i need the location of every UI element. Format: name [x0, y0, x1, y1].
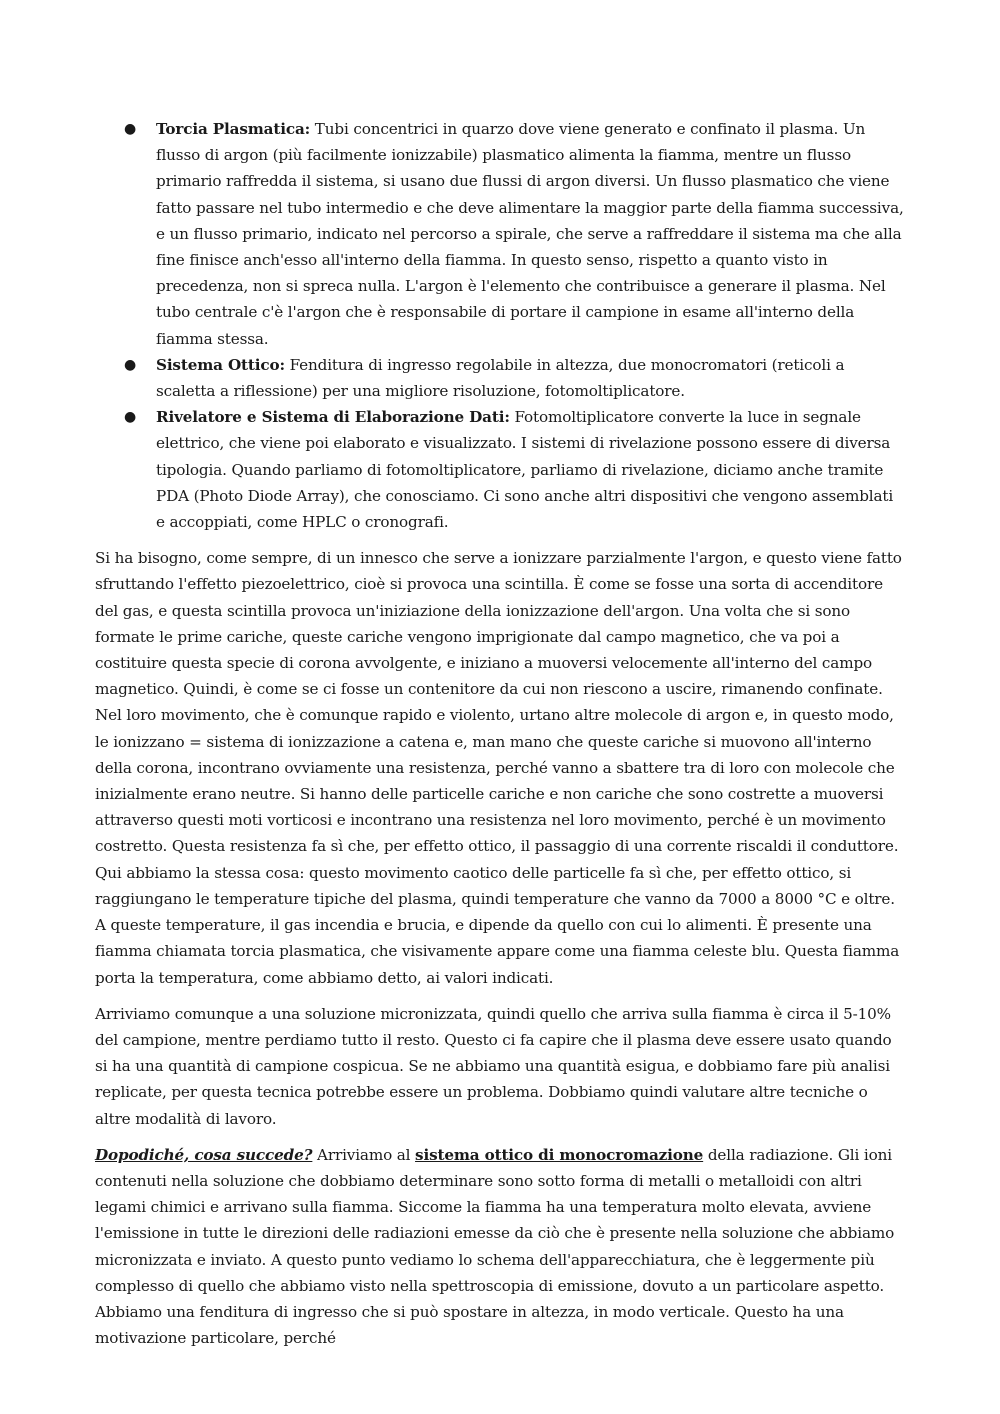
list-item	[95, 116, 905, 352]
list-item-term: Rivelatore e Sistema di Elaborazione Dati:	[156, 408, 510, 427]
list-item-term: Torcia Plasmatica:	[156, 120, 311, 138]
list-item	[95, 352, 905, 404]
body-paragraph: Arriviamo comunque a una soluzione micronizzata, quindi quello che arriva sulla fiamma è circa il 5-10% del campione, mentre perdiamo tutto il resto. Questo ci fa capire che il plasma deve essere usato quando si ha una quantità di campione cospicua. Se ne abbiamo una quantità esigua, e dobbiamo fare più analisi replicate, per questa tecnica potrebbe essere un problema. Dobbiamo quindi valutare altre tecniche o altre modalità di lavoro.	[95, 1004, 892, 1128]
list-item-text: Fenditura di ingresso regolabile in altezza, due monocromatori (reticoli a scaletta a riflessione) per una migliore risoluzione, fotomoltiplicatore.	[156, 355, 845, 401]
component-list	[95, 116, 905, 535]
list-item-text: Fotomoltiplicatore converte la luce in segnale elettrico, che viene poi elaborato e visualizzato. I sistemi di rivelazione possono essere di diversa tipologia. Quando parliamo di fotomoltiplicatore, parliamo di rivelazione, diciamo anche tramite PDA (Photo Diode Array), che conosciamo. Ci sono anche altri dispositivi che vengono assemblati e accoppiati, come HPLC o cronografi.	[156, 408, 894, 532]
paragraph-text: della radiazione. Gli ioni contenuti nella soluzione che dobbiamo determinare sono sotto forma di metalli o metalloidi con altri legami chimici e arrivano sulla fiamma. Siccome la fiamma ha una temperatura molto elevata, avviene l'emissione in tutte le direzioni delle radiazioni emesse da ciò che è presente nella soluzione che abbiamo micronizzata e inviato. A questo punto vediamo lo schema dell'apparecchiatura, che è leggermente più complesso di quello che abbiamo visto nella spettroscopia di emissione, dovuto a un particolare aspetto. Abbiamo una fenditura di ingresso che si può spostare in altezza, in modo verticale. Questo ha una motivazione particolare, perché	[95, 1145, 895, 1348]
list-item-term: Sistema Ottico:	[156, 355, 285, 374]
list-item	[95, 404, 905, 535]
bullet-icon: ●	[124, 356, 137, 373]
bullet-icon: ●	[124, 409, 137, 426]
paragraph-text: Arriviamo al	[312, 1145, 416, 1164]
highlighted-term: sistema ottico di monocromazione	[415, 1145, 704, 1164]
body-paragraph: Si ha bisogno, come sempre, di un innesco che serve a ionizzare parzialmente l'argon, e questo viene fatto sfruttando l'effetto piezoelettrico, cioè si provoca una scintilla. È come se fosse una sorta di accenditore del gas, e questa scintilla provoca un'iniziazione della ionizzazione dell'argon. Una volta che si sono formate le prime cariche, queste cariche vengono imprigionate dal campo magnetico, che va poi a costituire questa specie di corona avvolgente, e iniziano a muoversi velocemente all'interno del campo magnetico. Quindi, è come se ci fosse un contenitore da cui non riescono a uscire, rimanendo confinate. Nel loro movimento, che è comunque rapido e violento, urtano altre molecole di argon e, in questo modo, le ionizzano = sistema di ionizzazione a catena e, man mano che queste cariche si muovono all'interno della corona, incontrano ovviamente una resistenza, perché vanno a sbattere tra di loro con molecole che inizialmente erano neutre. Si hanno delle particelle cariche e non cariche che sono costrette a muoversi attraverso questi moti vorticosi e incontrano una resistenza nel loro movimento, perché è un movimento costretto. Questa resistenza fa sì che, per effetto ottico, il passaggio di una corrente riscaldi il conduttore. Qui abbiamo la stessa cosa: questo movimento caotico delle particelle fa sì che, per effetto ottico, si raggiungano le temperature tipiche del plasma, quindi temperature che vanno da 7000 a 8000 °C e oltre. A queste temperature, il gas incendia e brucia, e dipende da quello con cui lo alimenti. È presente una fiamma chiamata torcia plasmatica, che visivamente appare come una fiamma celeste blu. Questa fiamma porta la temperatura, come abbiamo detto, ai valori indicati.	[95, 549, 902, 987]
list-item-text: Tubi concentrici in quarzo dove viene generato e confinato il plasma. Un flusso di argon (più facilmente ionizzabile) plasmatico alimenta la fiamma, mentre un flusso primario raffredda il sistema, si usano due flussi di argon diversi. Un flusso plasmatico che viene fatto passare nel tubo intermedio e che deve alimentare la maggior parte della fiamma successiva, e un flusso primario, indicato nel percorso a spirale, che serve a raffreddare il sistema ma che alla fine finisce anch'esso all'interno della fiamma. In questo senso, rispetto a quanto visto in precedenza, non si spreca nulla. L'argon è l'elemento che contribuisce a generare il plasma. Nel tubo centrale c'è l'argon che è responsabile di portare il campione in esame all'interno della fiamma stessa.	[156, 120, 904, 348]
bullet-icon: ●	[124, 121, 137, 137]
body-paragraph	[95, 1142, 905, 1352]
paragraph-lead: Dopodiché, cosa succede?	[95, 1145, 313, 1164]
